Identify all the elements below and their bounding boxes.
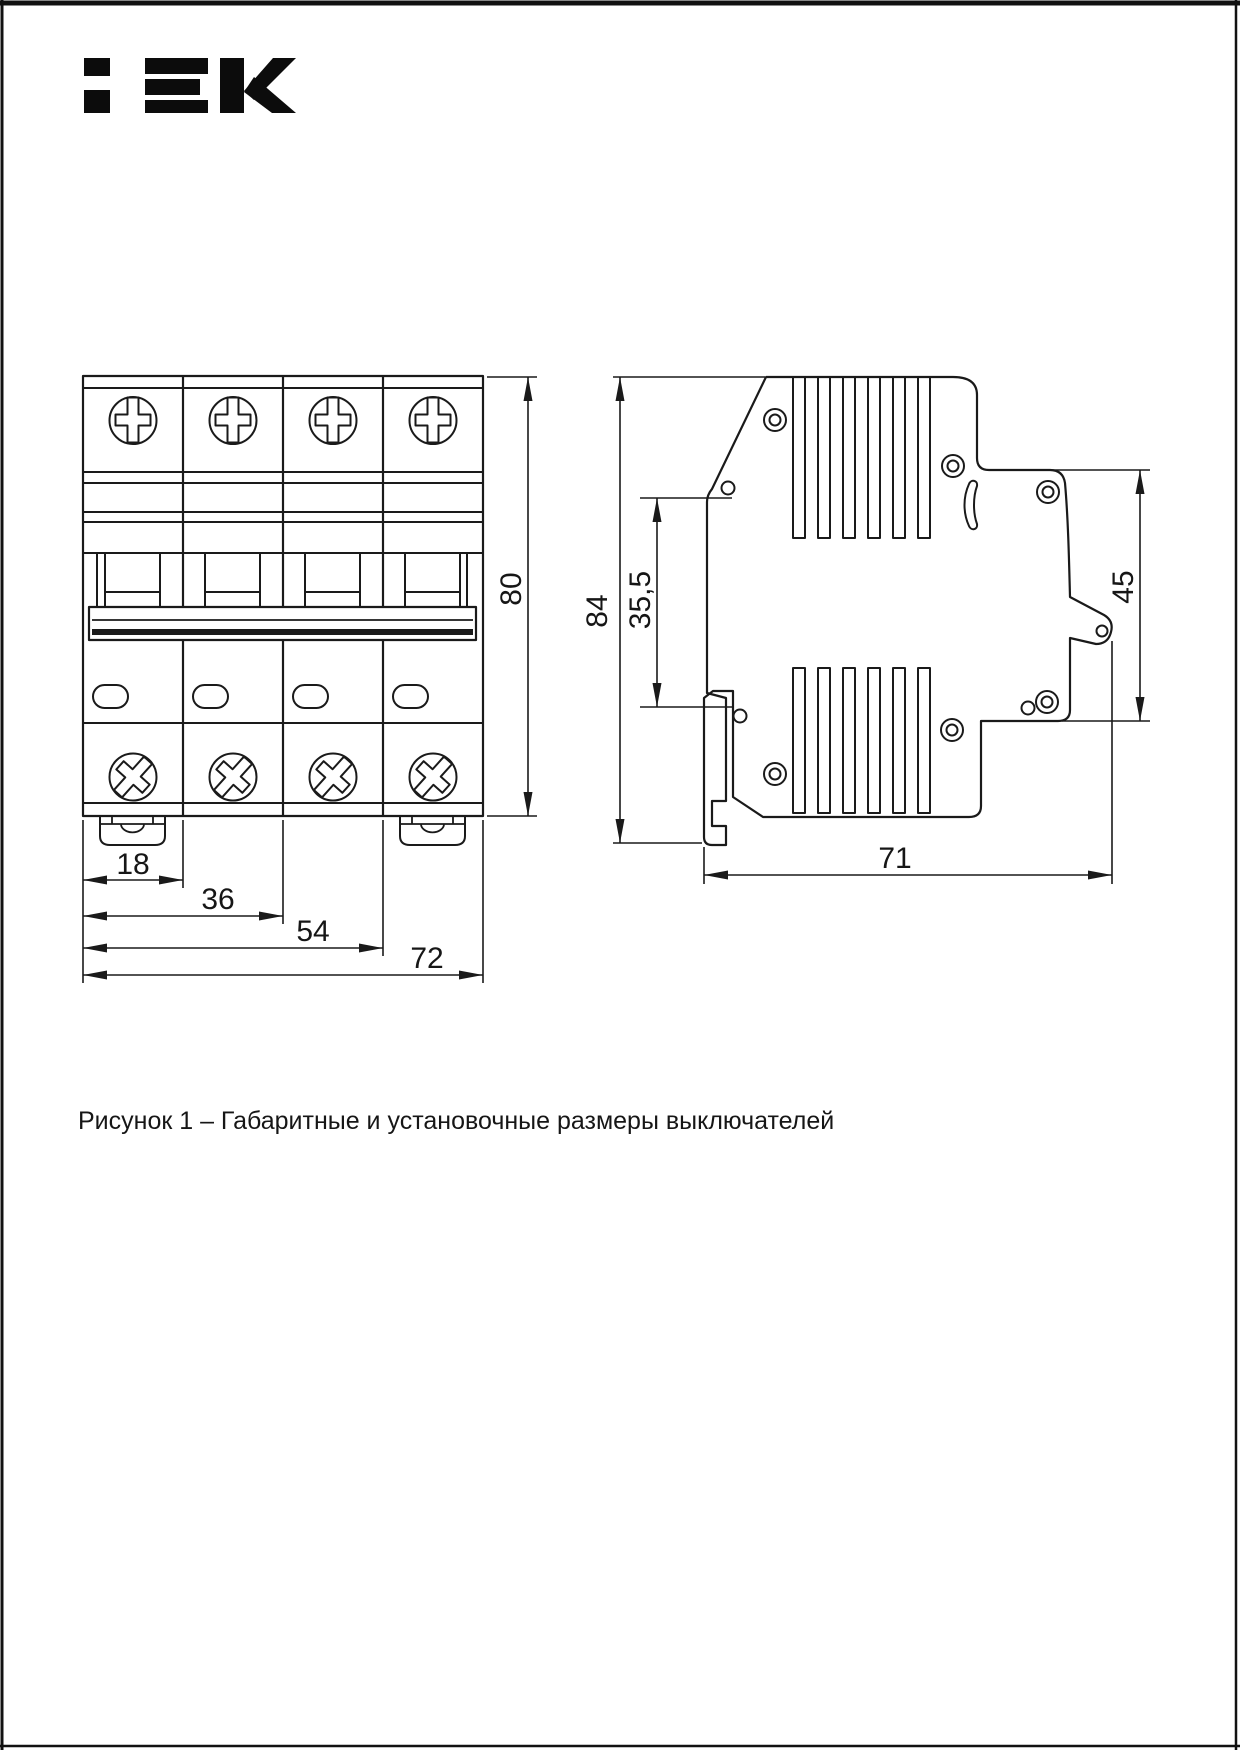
dim-label-36: 36 [201, 883, 235, 916]
extension-lines [613, 377, 1150, 884]
figure-caption: Рисунок 1 – Габаритные и установочные размеры выключателей [78, 1107, 835, 1135]
pole-separator-lines [183, 376, 383, 816]
indicator-windows [93, 685, 428, 708]
dim-label-54: 54 [296, 915, 330, 948]
extension-lines [83, 377, 537, 983]
side-view-dimensions [581, 377, 1150, 884]
curved-slot [965, 481, 978, 529]
dim-label-18: 18 [116, 848, 150, 881]
logo-i-body [84, 90, 110, 113]
pin-holes [722, 482, 1108, 723]
side-body-outline [704, 377, 1112, 845]
dim-label-80: 80 [495, 572, 528, 606]
clamp-lever-hole [1097, 626, 1108, 637]
front-view-dimensions [83, 377, 537, 983]
dim-label-45: 45 [1107, 570, 1140, 604]
rivets [764, 409, 1059, 785]
dim-label-72: 72 [410, 942, 444, 975]
logo-e-bar-bottom [145, 100, 208, 113]
logo-e-bar-mid [145, 79, 200, 95]
upper-vent-slots [793, 377, 930, 538]
handle-tie-bar [89, 607, 476, 640]
front-view [83, 376, 483, 845]
logo-k-stem [220, 58, 244, 113]
side-view [704, 377, 1112, 845]
dim-label-35-5: 35,5 [624, 570, 657, 630]
dimension-lines [83, 377, 528, 975]
iek-logo [84, 58, 296, 113]
lower-vent-slots [793, 668, 930, 813]
dimension-arrows [83, 377, 533, 980]
dim-label-84: 84 [581, 594, 614, 628]
logo-e-bar-top [145, 58, 208, 74]
dim-label-71: 71 [878, 842, 912, 875]
logo-i-dot [84, 58, 110, 76]
